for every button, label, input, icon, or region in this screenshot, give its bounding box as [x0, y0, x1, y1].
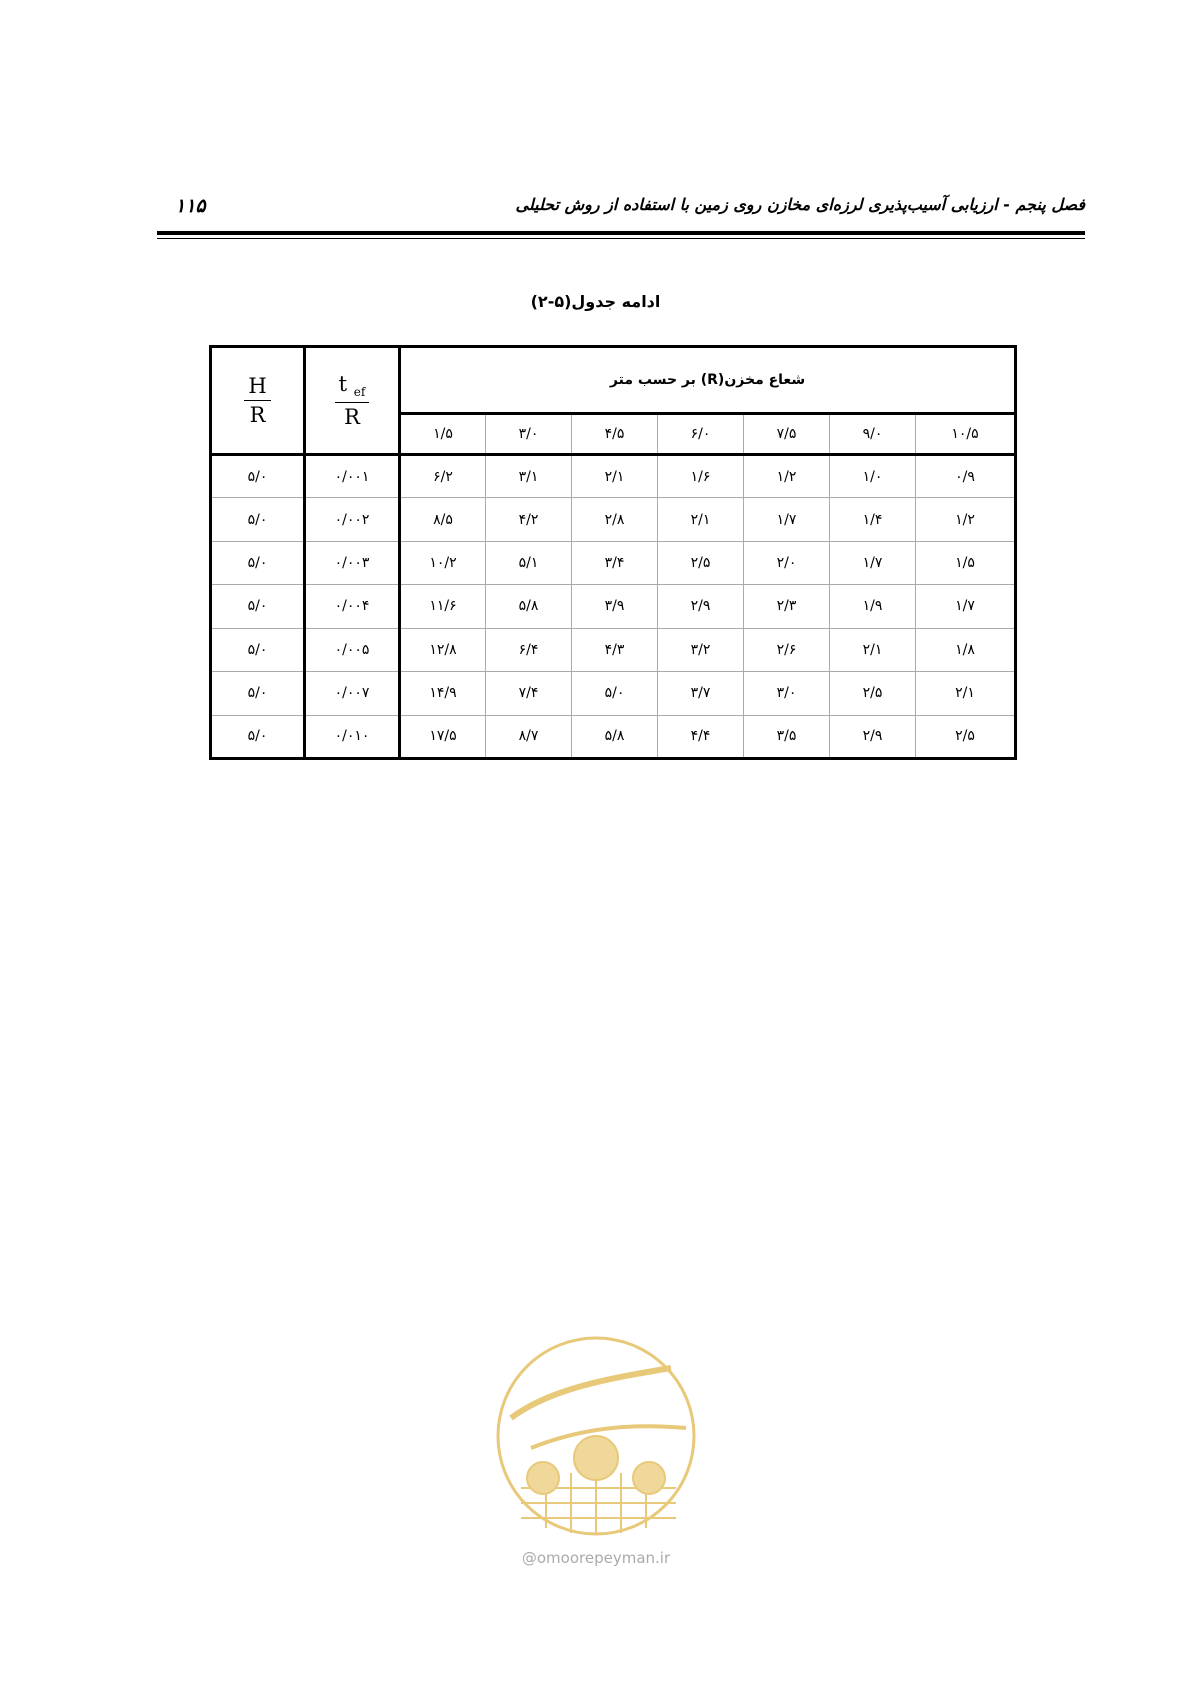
h-over-r-cell: ۵/۰: [211, 498, 305, 541]
value-cell: ۱/۶: [658, 455, 744, 498]
h-over-r-cell: ۵/۰: [211, 715, 305, 758]
value-cell: ۱/۲: [916, 498, 1016, 541]
tef-over-r-cell: ۰/۰۰۲: [305, 498, 400, 541]
page-number: ۱۱۵: [175, 195, 206, 217]
value-cell: ۲/۱: [572, 455, 658, 498]
table-caption: ادامه جدول(۵-۲): [530, 292, 661, 311]
value-cell: ۷/۴: [486, 672, 572, 715]
value-cell: ۴/۳: [572, 628, 658, 671]
value-cell: ۶/۲: [400, 455, 486, 498]
radius-header-cell: ۶/۰: [658, 414, 744, 455]
value-cell: ۱/۷: [916, 585, 1016, 628]
tef-over-r-cell: ۰/۰۰۷: [305, 672, 400, 715]
tef-over-r-cell: ۰/۰۰۱: [305, 455, 400, 498]
value-cell: ۱/۵: [916, 541, 1016, 584]
value-cell: ۱۷/۵: [400, 715, 486, 758]
watermark-url: @omoorepeyman.ir: [521, 1549, 671, 1567]
h-over-r-cell: ۵/۰: [211, 628, 305, 671]
value-cell: ۳/۴: [572, 541, 658, 584]
value-cell: ۳/۲: [658, 628, 744, 671]
table-row: [211, 498, 1016, 541]
tef-over-r-cell: ۰/۰۱۰: [305, 715, 400, 758]
value-cell: ۰/۹: [916, 455, 1016, 498]
value-cell: ۳/۱: [486, 455, 572, 498]
value-cell: ۱/۹: [830, 585, 916, 628]
value-cell: ۳/۰: [744, 672, 830, 715]
value-cell: ۲/۰: [744, 541, 830, 584]
value-cell: ۲/۱: [658, 498, 744, 541]
table-row: [211, 585, 1016, 628]
radius-header-cell: ۱۰/۵: [916, 414, 1016, 455]
value-cell: ۵/۸: [572, 715, 658, 758]
tef-over-r-cell: ۰/۰۰۴: [305, 585, 400, 628]
value-cell: ۱۱/۶: [400, 585, 486, 628]
running-title: فصل پنجم - ارزیابی آسیب‌پذیری لرزه‌ای مخازن روی زمین با استفاده از روش تحلیلی: [515, 195, 1085, 214]
value-cell: ۱۰/۲: [400, 541, 486, 584]
value-cell: ۸/۷: [486, 715, 572, 758]
table-row: [211, 672, 1016, 715]
header-rule-thin: [157, 238, 1085, 239]
value-cell: ۳/۹: [572, 585, 658, 628]
h-denominator: R: [249, 403, 266, 427]
radius-header-cell: ۱/۵: [400, 414, 486, 455]
table-body: [211, 455, 1016, 759]
table-row: [211, 628, 1016, 671]
value-cell: ۶/۴: [486, 628, 572, 671]
h-over-r-cell: ۵/۰: [211, 585, 305, 628]
value-cell: ۲/۵: [658, 541, 744, 584]
page-header: [157, 193, 1085, 223]
data-table: [209, 345, 1017, 760]
h-over-r-cell: ۵/۰: [211, 672, 305, 715]
tef-over-r-cell: ۰/۰۰۵: [305, 628, 400, 671]
tef-denominator: R: [344, 404, 360, 429]
value-cell: ۲/۳: [744, 585, 830, 628]
radius-header-cell: ۹/۰: [830, 414, 916, 455]
value-cell: ۲/۱: [916, 672, 1016, 715]
radius-header-cell: ۷/۵: [744, 414, 830, 455]
header-rule-thick: [157, 231, 1085, 235]
value-cell: ۲/۵: [916, 715, 1016, 758]
value-cell: ۵/۸: [486, 585, 572, 628]
value-cell: ۱۲/۸: [400, 628, 486, 671]
value-cell: ۳/۷: [658, 672, 744, 715]
watermark-logo-icon: [491, 1328, 701, 1543]
radius-header-cell: ۴/۵: [572, 414, 658, 455]
value-cell: ۱/۰: [830, 455, 916, 498]
tef-numerator: t: [338, 372, 348, 397]
value-cell: ۳/۵: [744, 715, 830, 758]
h-over-r-cell: ۵/۰: [211, 541, 305, 584]
value-cell: ۲/۸: [572, 498, 658, 541]
value-cell: ۱/۴: [830, 498, 916, 541]
value-cell: ۱/۲: [744, 455, 830, 498]
h-over-r-cell: ۵/۰: [211, 455, 305, 498]
value-cell: ۴/۲: [486, 498, 572, 541]
value-cell: ۸/۵: [400, 498, 486, 541]
h-numerator: H: [244, 374, 270, 401]
value-cell: ۱/۷: [830, 541, 916, 584]
table-row: [211, 715, 1016, 758]
header-h-over-r: [211, 347, 305, 455]
value-cell: ۵/۰: [572, 672, 658, 715]
value-cell: ۴/۴: [658, 715, 744, 758]
radius-header-cell: ۳/۰: [486, 414, 572, 455]
value-cell: ۱/۷: [744, 498, 830, 541]
value-cell: ۲/۱: [830, 628, 916, 671]
value-cell: ۱/۸: [916, 628, 1016, 671]
tef-subscript: ef: [353, 385, 366, 400]
table-row: [211, 455, 1016, 498]
value-cell: ۲/۹: [658, 585, 744, 628]
radius-group-title: شعاع مخزن(R) بر حسب متر: [400, 347, 1016, 414]
table-row: [211, 541, 1016, 584]
watermark: [491, 1328, 701, 1578]
header-tef-over-r: [305, 347, 400, 455]
value-cell: ۱۴/۹: [400, 672, 486, 715]
value-cell: ۲/۹: [830, 715, 916, 758]
value-cell: ۵/۱: [486, 541, 572, 584]
value-cell: ۲/۶: [744, 628, 830, 671]
value-cell: ۲/۵: [830, 672, 916, 715]
tef-over-r-cell: ۰/۰۰۳: [305, 541, 400, 584]
